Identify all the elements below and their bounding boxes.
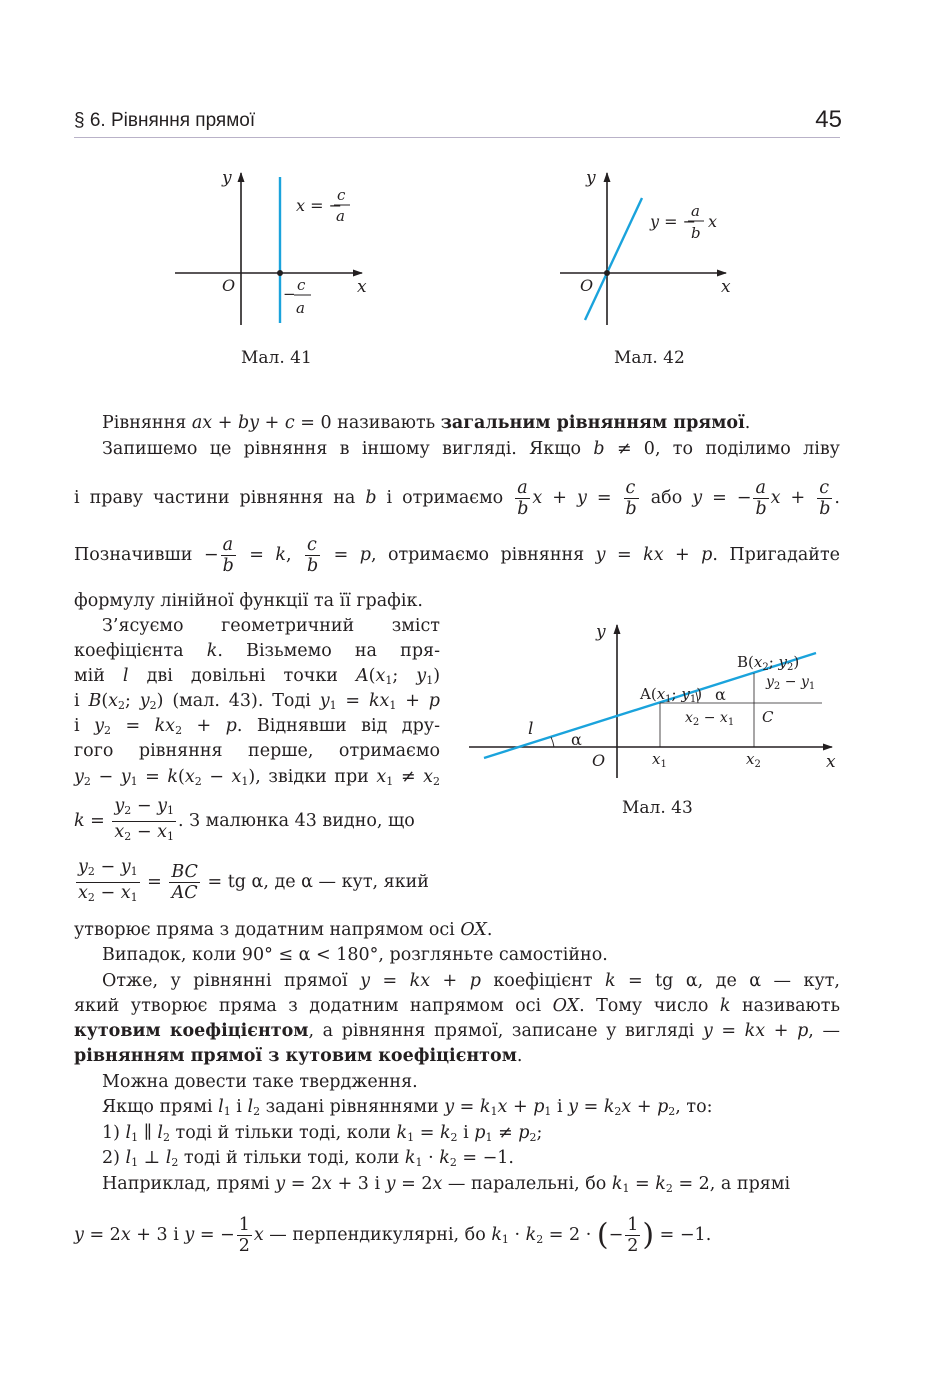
x1-label: $x_1$: [652, 750, 667, 770]
caption-fig-42: Мал. 42: [614, 348, 685, 368]
point-b-label: $B(x_2$; $y_2$): [737, 653, 800, 673]
line-label-x: x: [708, 212, 718, 231]
paragraph-line: $y_2 - y_1 = k(x_2 - x_1)$, звідки при $x_1 \ne x_2$: [74, 767, 440, 788]
caption-fig-41: Мал. 41: [241, 348, 312, 368]
paragraph-line: Рівняння ax + by + c = 0 називають загальним рівнянням прямої.: [102, 413, 751, 433]
x-label: x: [357, 277, 367, 297]
paragraph-line: Випадок, коли 90° ≤ α < 180°, розгляньте самостійно.: [102, 945, 608, 965]
y-label: y: [586, 168, 596, 188]
intercept-num: c: [297, 276, 306, 294]
intercept-point: [277, 270, 283, 276]
paragraph-line: і $y_2 = kx_2 + p$. Віднявши від дру-: [74, 716, 440, 737]
line-label-den: a: [336, 207, 345, 225]
origin-label: O: [222, 276, 236, 295]
x2-label: $x_2$: [746, 750, 761, 770]
paragraph-line: З’ясуємо геометричний зміст: [102, 616, 440, 636]
paragraph-line: Позначивши − $\frac{a}{b}$ = k, $\frac{c}{b}$ = p, отримаємо рівняння y = kx + p. Пригадайте: [74, 535, 840, 576]
figure-41: [170, 165, 380, 330]
line-label-num: c: [337, 186, 346, 204]
figure-43: [466, 615, 846, 785]
paragraph-line: гого рівняння перше, отримаємо: [74, 741, 440, 761]
angle-label-a: α: [715, 685, 726, 704]
origin-point: [604, 270, 610, 276]
line-label: l: [528, 719, 534, 739]
y-label: y: [596, 622, 606, 642]
dx-label: $x_2 - x_1$: [685, 710, 735, 728]
paragraph-line: k = $\frac{y_2 - y_1}{x_2 - x_1}$ . З малюнка 43 видно, що: [74, 796, 415, 843]
dy-label: $y_2 - y_1$: [766, 674, 816, 692]
line-label: y = −: [650, 212, 697, 231]
paragraph-line: Отже, у рівнянні прямої y = kx + p коефіцієнт k = tg α, де α — кут,: [102, 971, 840, 991]
figure-42: [556, 165, 746, 330]
paragraph-line: утворює пряма з додатним напрямом осі OX.: [74, 920, 493, 940]
angle-label: α: [571, 730, 582, 749]
intercept-minus: −: [283, 285, 296, 303]
paragraph-line: Якщо прямі $l_1$ і $l_2$ задані рівняннями $y = k_1x + p_1$ і $y = k_2x + p_2$, то:: [102, 1097, 713, 1118]
angle-arc-origin: [551, 737, 554, 747]
paragraph-line: який утворює пряма з додатним напрямом осі OX. Тому число k називають: [74, 996, 840, 1016]
paragraph-line: рівнянням прямої з кутовим коефіцієнтом.: [74, 1046, 523, 1066]
line-label-den: b: [691, 224, 701, 242]
sloped-line: [585, 198, 642, 320]
origin-label: O: [580, 276, 594, 295]
paragraph-line: 2) $l_1$ ⊥ $l_2$ тоді й тільки тоді, коли $k_1 \cdot k_2 = -1$.: [102, 1148, 514, 1169]
running-header: § 6. Рівняння прямої: [74, 110, 256, 131]
paragraph-line: коефіцієнта k. Візьмемо на пря-: [74, 641, 440, 661]
paragraph-line: і праву частини рівняння на b і отримаємо $\frac{a}{b}$ x + y = $\frac{c}{b}$ або y = − $\frac{a}{b}$ x + $\frac{c}{b}$ .: [74, 478, 840, 519]
origin-label: O: [592, 751, 606, 770]
paragraph-line: $\frac{y_2 - y_1}{x_2 - x_1}$ = $\frac{BC}{AC}$ = tg α, де α — кут, який: [78, 857, 429, 904]
point-c-label: C: [762, 708, 774, 726]
paragraph-line: Наприклад, прямі y = 2x + 3 і y = 2x — паралельні, бо $k_1 = k_2 = 2$, а прямі: [102, 1174, 791, 1195]
line-label: x = −: [296, 196, 343, 215]
caption-fig-43: Мал. 43: [622, 798, 693, 818]
x-label: x: [721, 277, 731, 297]
paragraph-line: мій l дві довільні точки $A(x_1$; $y_1$): [74, 666, 441, 687]
paragraph-line: 1) $l_1$ ∥ $l_2$ тоді й тільки тоді, коли $k_1 = k_2$ і $p_1 \ne p_2$;: [102, 1123, 543, 1144]
paragraph-line: Можна довести таке твердження.: [102, 1072, 418, 1092]
point-a-label: $A(x_1$; $y_1$): [640, 685, 703, 705]
paragraph-line: кутовим коефіцієнтом, а рівняння прямої, записане у вигляді y = kx + p, —: [74, 1021, 840, 1041]
paragraph-line: і $B(x_2$; $y_2$) (мал. 43). Тоді $y_1 = kx_1 + p$: [74, 691, 440, 712]
y-label: y: [222, 168, 232, 188]
paragraph-line: формулу лінійної функції та її графік.: [74, 591, 423, 611]
x-label: x: [826, 752, 836, 772]
page-number: 45: [815, 106, 842, 133]
paragraph-line: y = 2x + 3 і y = − $\frac{1}{2}$ x — перпендикулярні, бо $k_1 \cdot k_2 = 2$ · (− $\frac{1}{2}$ ) = −1.: [74, 1215, 712, 1256]
line-label-num: a: [691, 202, 700, 220]
intercept-den: a: [296, 299, 305, 317]
header-rule: [74, 137, 840, 138]
paragraph-line: Запишемо це рівняння в іншому вигляді. Якщо b ≠ 0, то поділимо ліву: [102, 439, 840, 459]
